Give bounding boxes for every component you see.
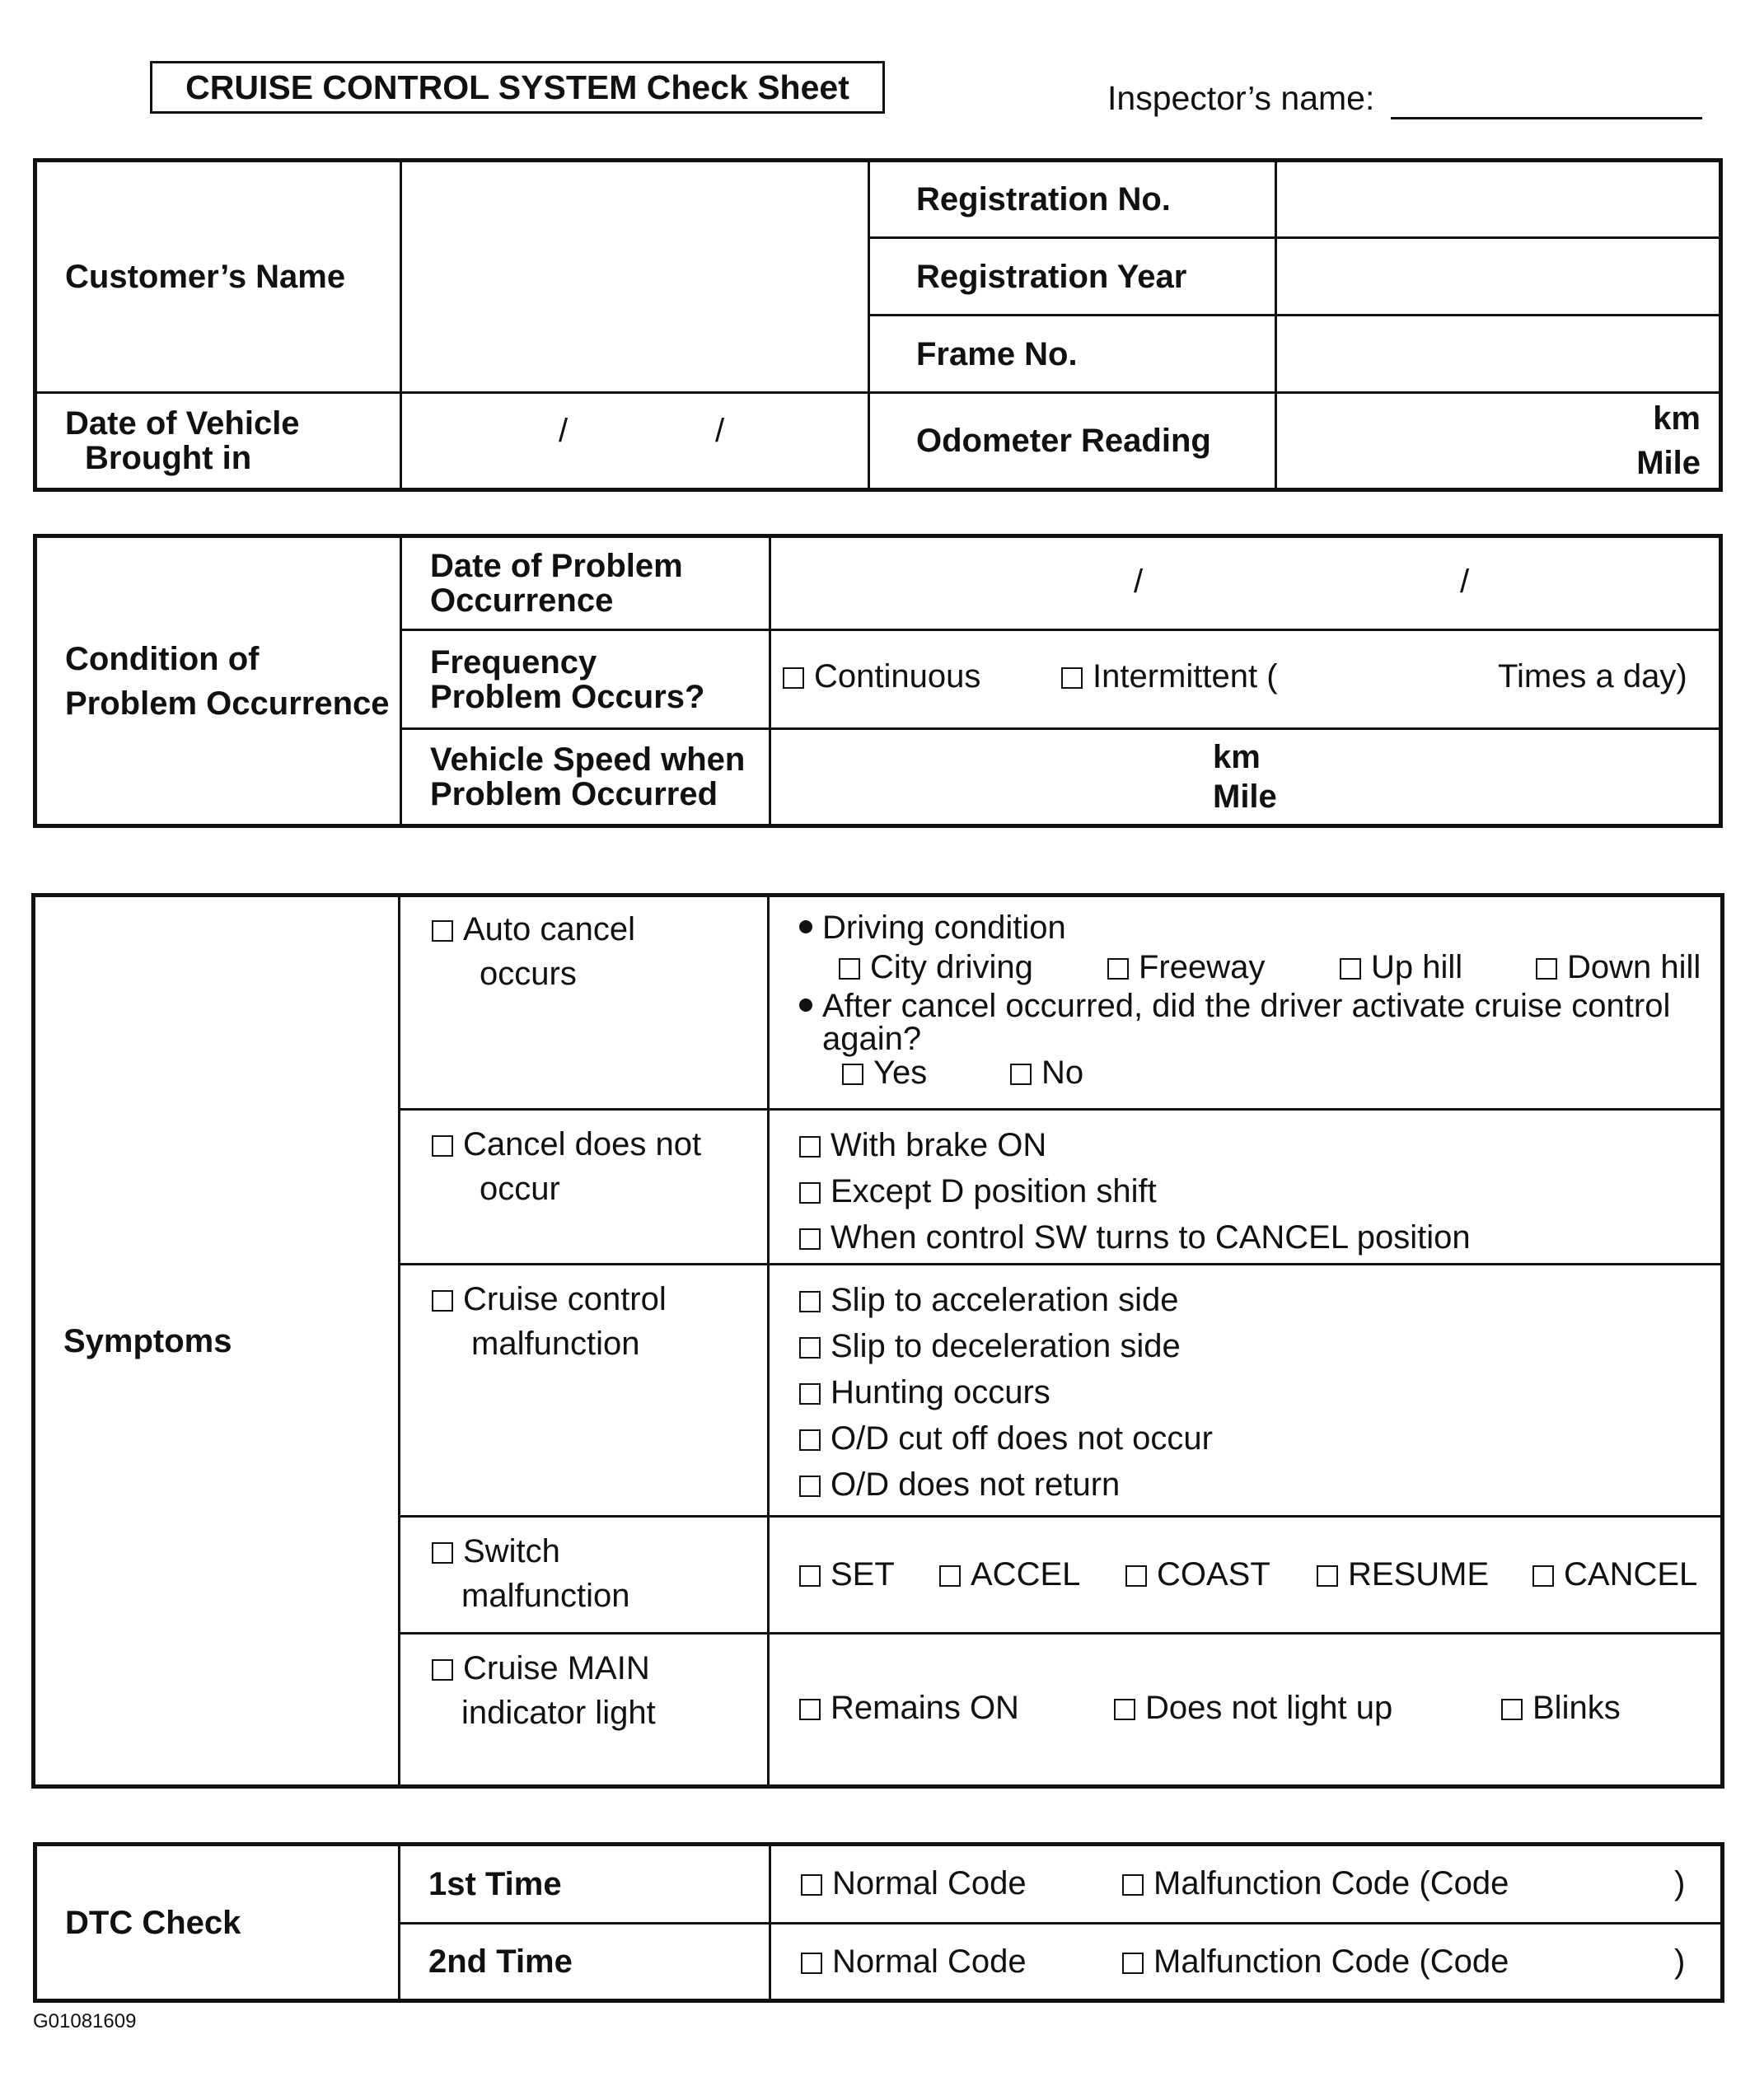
checkbox-icon[interactable] — [799, 1429, 821, 1451]
symptoms-section-label: Symptoms — [34, 896, 400, 1787]
hunting-option[interactable]: Hunting occurs — [799, 1369, 1720, 1415]
main-light-label-line2: indicator light — [461, 1695, 656, 1731]
checkbox-icon[interactable] — [432, 1659, 453, 1681]
date-brought-in-label-line1: Date of Vehicle — [65, 405, 300, 442]
after-cancel-question: After cancel occurred, did the driver activate cruise control — [799, 989, 1720, 1022]
checkbox-icon[interactable] — [1107, 958, 1129, 980]
checkbox-icon[interactable] — [799, 1182, 821, 1204]
blinks-option[interactable]: Blinks — [1501, 1686, 1621, 1730]
checkbox-icon[interactable] — [1114, 1699, 1135, 1720]
problem-date-label — [401, 536, 770, 630]
checkbox-icon[interactable] — [1532, 1565, 1554, 1587]
cancel-does-not-occur-option[interactable] — [400, 1110, 769, 1265]
switch-label-line1: Switch — [463, 1533, 560, 1569]
registration-year-field[interactable] — [1276, 238, 1721, 316]
checkbox-icon[interactable] — [432, 1135, 453, 1157]
checkbox-icon[interactable] — [1122, 1874, 1144, 1896]
registration-no-field[interactable] — [1276, 161, 1721, 238]
accel-option[interactable]: ACCEL — [939, 1552, 1080, 1597]
frequency-options — [770, 630, 1721, 729]
checkbox-icon[interactable] — [839, 958, 860, 980]
registration-year-label: Registration Year — [869, 238, 1276, 316]
date-brought-in-label-line2: Brought in — [85, 440, 252, 476]
cruise-control-malfunction-option[interactable] — [400, 1265, 769, 1517]
checkbox-icon[interactable] — [1125, 1565, 1147, 1587]
frame-no-field[interactable] — [1276, 316, 1721, 393]
switch-details — [769, 1517, 1723, 1634]
checkbox-icon[interactable] — [799, 1228, 821, 1250]
slip-acceleration-option[interactable]: Slip to acceleration side — [799, 1277, 1720, 1323]
frequency-label-line1: Frequency — [430, 643, 597, 681]
checkbox-icon[interactable] — [799, 1565, 821, 1587]
checkbox-icon[interactable] — [1340, 958, 1361, 980]
frequency-label-line2: Problem Occurs? — [430, 678, 705, 715]
auto-cancel-label-line2: occurs — [480, 956, 577, 992]
except-d-option[interactable]: Except D position shift — [799, 1168, 1720, 1214]
vehicle-speed-field[interactable] — [770, 729, 1721, 826]
dtc-check-label: DTC Check — [35, 1845, 400, 2001]
close-paren: ) — [1674, 1865, 1686, 1901]
speed-unit-mile: Mile — [1213, 779, 1277, 815]
odometer-unit-km: km — [1653, 400, 1701, 437]
date-brought-in-label — [35, 393, 401, 490]
slip-deceleration-option[interactable]: Slip to deceleration side — [799, 1323, 1720, 1369]
checkbox-icon[interactable] — [799, 1136, 821, 1158]
after-cancel-question-line2: again? — [822, 1021, 922, 1057]
cancel-option[interactable]: CANCEL — [1532, 1552, 1697, 1597]
condition-table — [33, 534, 1723, 828]
frame-no-label: Frame No. — [869, 316, 1276, 393]
dtc-check-table — [33, 1842, 1724, 2003]
page-title: CRUISE CONTROL SYSTEM Check Sheet — [150, 61, 885, 114]
odometer-field[interactable] — [1276, 393, 1721, 490]
checkbox-icon[interactable] — [799, 1476, 821, 1497]
main-light-details — [769, 1634, 1723, 1787]
first-time-options — [770, 1845, 1723, 1924]
checkbox-icon[interactable] — [799, 1337, 821, 1359]
problem-date-label-line2: Occurrence — [430, 582, 614, 619]
resume-option[interactable]: RESUME — [1317, 1552, 1489, 1597]
symptoms-table — [31, 893, 1724, 1789]
control-sw-cancel-option[interactable]: When control SW turns to CANCEL position — [799, 1214, 1720, 1260]
date-separator: / — [715, 413, 725, 449]
second-time-label: 2nd Time — [400, 1924, 770, 2001]
condition-section-label — [35, 536, 401, 826]
checkbox-icon[interactable] — [1536, 958, 1557, 980]
checkbox-icon[interactable] — [1061, 667, 1083, 689]
first-normal-code-option[interactable]: Normal Code — [801, 1861, 1027, 1906]
problem-date-field[interactable] — [770, 536, 1721, 630]
second-normal-code-option[interactable]: Normal Code — [801, 1939, 1027, 1984]
checkbox-icon[interactable] — [432, 920, 453, 942]
switch-label-line2: malfunction — [461, 1578, 630, 1614]
checkbox-icon[interactable] — [783, 667, 804, 689]
does-not-light-option[interactable]: Does not light up — [1114, 1686, 1392, 1730]
driving-condition-heading: Driving condition — [799, 907, 1720, 948]
city-driving-option[interactable]: City driving — [839, 947, 1033, 988]
checkbox-icon[interactable] — [799, 1383, 821, 1405]
checkbox-icon[interactable] — [842, 1064, 863, 1085]
checkbox-icon[interactable] — [939, 1565, 961, 1587]
checkbox-icon[interactable] — [432, 1542, 453, 1564]
bullet-icon — [799, 920, 812, 933]
checkbox-icon[interactable] — [799, 1699, 821, 1720]
second-time-options — [770, 1924, 1723, 2001]
cancel-not-label-line2: occur — [480, 1171, 560, 1207]
condition-label-line2: Problem Occurrence — [65, 685, 390, 722]
customer-name-field[interactable] — [401, 161, 869, 393]
cancel-not-details — [769, 1110, 1723, 1265]
od-cut-off-option[interactable]: O/D cut off does not occur — [799, 1415, 1720, 1462]
frequency-label — [401, 630, 770, 729]
first-malfunction-code-option[interactable]: Malfunction Code (Code — [1122, 1861, 1509, 1906]
switch-malfunction-option[interactable] — [400, 1517, 769, 1634]
close-paren: ) — [1674, 1943, 1686, 1980]
checkbox-icon[interactable] — [432, 1290, 453, 1312]
no-option[interactable]: No — [1010, 1052, 1083, 1093]
vehicle-speed-label — [401, 729, 770, 826]
customer-name-label: Customer’s Name — [35, 161, 401, 393]
speed-unit-km: km — [1213, 739, 1261, 775]
up-hill-option[interactable]: Up hill — [1340, 947, 1462, 988]
auto-cancel-label-line1: Auto cancel — [463, 911, 636, 947]
date-separator: / — [559, 413, 569, 449]
yes-option[interactable]: Yes — [842, 1052, 927, 1093]
bullet-icon — [799, 999, 812, 1012]
cruise-malf-details — [769, 1265, 1723, 1517]
inspector-name-field[interactable] — [1391, 117, 1702, 119]
checkbox-icon[interactable] — [1317, 1565, 1338, 1587]
date-brought-in-field[interactable] — [401, 393, 869, 490]
registration-no-label: Registration No. — [869, 161, 1276, 238]
auto-cancel-option[interactable] — [400, 896, 769, 1110]
checkbox-icon[interactable] — [801, 1953, 822, 1974]
main-light-label-line1: Cruise MAIN — [463, 1650, 650, 1686]
remains-on-option[interactable]: Remains ON — [799, 1686, 1019, 1730]
first-time-label: 1st Time — [400, 1845, 770, 1924]
checkbox-icon[interactable] — [799, 1291, 821, 1312]
cancel-not-label-line1: Cancel does not — [463, 1126, 702, 1162]
date-separator: / — [1460, 564, 1470, 600]
times-a-day-label: Times a day) — [1498, 658, 1687, 695]
coast-option[interactable]: COAST — [1125, 1552, 1270, 1597]
brake-on-option[interactable]: With brake ON — [799, 1122, 1720, 1168]
freeway-option[interactable]: Freeway — [1107, 947, 1265, 988]
vehicle-info-table — [33, 158, 1723, 492]
checkbox-icon[interactable] — [1501, 1699, 1523, 1720]
checkbox-icon[interactable] — [801, 1874, 822, 1896]
vehicle-speed-label-line1: Vehicle Speed when — [430, 741, 746, 778]
problem-date-label-line1: Date of Problem — [430, 548, 683, 584]
auto-cancel-details — [769, 896, 1723, 1110]
condition-label-line1: Condition of — [65, 640, 260, 677]
odometer-unit-mile: Mile — [1636, 445, 1701, 481]
second-malfunction-code-option[interactable]: Malfunction Code (Code — [1122, 1939, 1509, 1984]
cruise-main-indicator-option[interactable] — [400, 1634, 769, 1787]
set-option[interactable]: SET — [799, 1552, 895, 1597]
inspector-name-label: Inspector’s name: — [1107, 79, 1375, 117]
odometer-label: Odometer Reading — [869, 393, 1276, 490]
cruise-malf-label-line1: Cruise control — [463, 1281, 667, 1317]
continuous-option[interactable]: Continuous — [783, 654, 980, 699]
cruise-malf-label-line2: malfunction — [471, 1326, 640, 1362]
intermittent-option[interactable]: Intermittent ( — [1061, 654, 1278, 699]
od-return-option[interactable]: O/D does not return — [799, 1462, 1720, 1508]
date-separator: / — [1134, 564, 1144, 600]
checkbox-icon[interactable] — [1010, 1064, 1032, 1085]
figure-id: G01081609 — [33, 2010, 137, 2032]
down-hill-option[interactable]: Down hill — [1536, 947, 1701, 988]
checkbox-icon[interactable] — [1122, 1953, 1144, 1974]
vehicle-speed-label-line2: Problem Occurred — [430, 776, 718, 812]
